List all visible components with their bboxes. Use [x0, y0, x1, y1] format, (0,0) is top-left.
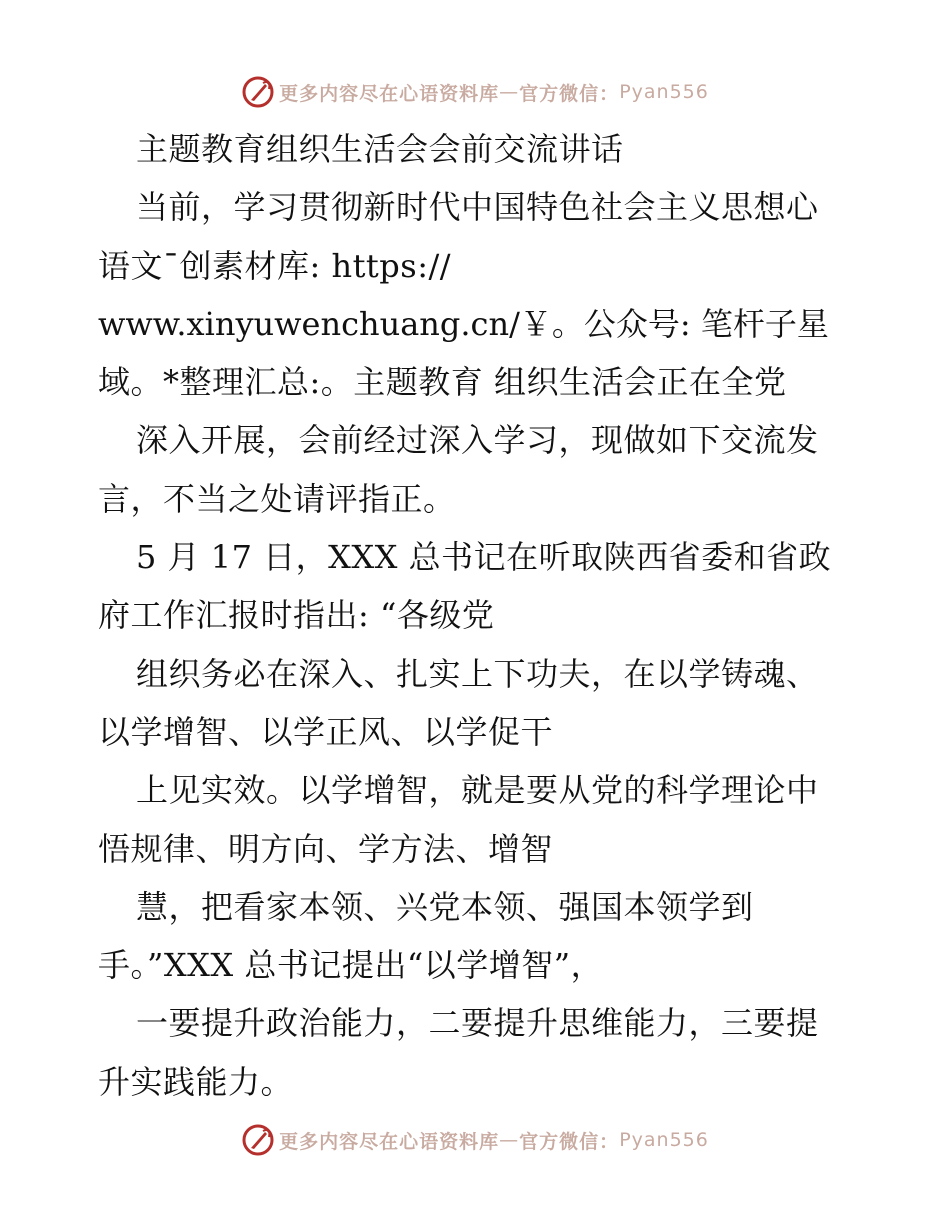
paragraph-line: 域。*整理汇总:。主题教育 组织生活会正在全党: [98, 363, 787, 402]
watermark-wechat-label: 官方微信：: [519, 82, 620, 105]
watermark-wechat-id: Pyan556: [619, 1129, 709, 1151]
watermark-separator: —: [499, 1129, 520, 1151]
paragraph-line: 府工作汇报时指出: “各级党: [98, 596, 495, 635]
watermark-wechat-id: Pyan556: [619, 81, 709, 103]
paragraph-line: 升实践能力。: [98, 1062, 294, 1101]
paragraph-line: 言，不当之处请评指正。: [98, 479, 456, 518]
paragraph-line: 以学增智、以学正风、以学促干: [98, 712, 554, 751]
footer-watermark: [0, 1120, 950, 1160]
paragraph-line: 组织务必在深入、扎实上下功夫，在以学铸魂、: [136, 654, 819, 693]
paragraph-line: 5 月 17 日，XXX 总书记在听取陕西省委和省政: [136, 538, 832, 577]
paragraph-line: 语文¯创素材库: https://: [98, 246, 452, 285]
watermark-separator: —: [499, 81, 520, 103]
watermark-brand-text: 更多内容尽在心语资料库: [279, 82, 500, 105]
paragraph-line: www.xinyuwenchuang.cn/￥。公众号: 笔杆子星: [98, 304, 829, 343]
document-title: 主题教育组织生活会会前交流讲话: [136, 130, 624, 168]
header-watermark: [0, 72, 950, 112]
paragraph-line: 慧，把看家本领、兴党本领、强国本领学到: [136, 887, 754, 926]
paragraph-line: 上见实效。以学增智，就是要从党的科学理论中: [136, 771, 819, 810]
paragraph-line: 一要提升政治能力，二要提升思维能力，三要提: [136, 1004, 819, 1043]
watermark-brand-text: 更多内容尽在心语资料库: [279, 1130, 500, 1153]
watermark-wechat-label: 官方微信：: [519, 1130, 620, 1153]
document-body: [98, 120, 858, 1111]
red-quill-logo-icon: [241, 75, 275, 109]
paragraph-line: 当前，学习贯彻新时代中国特色社会主义思想心: [136, 188, 819, 227]
paragraph-line: 深入开展，会前经过深入学习，现做如下交流发: [136, 421, 819, 460]
paragraph-line: 手。”XXX 总书记提出“以学增智”，: [98, 946, 604, 985]
paragraph-line: 悟规律、明方向、学方法、增智: [98, 829, 554, 868]
red-quill-logo-icon: [241, 1123, 275, 1157]
